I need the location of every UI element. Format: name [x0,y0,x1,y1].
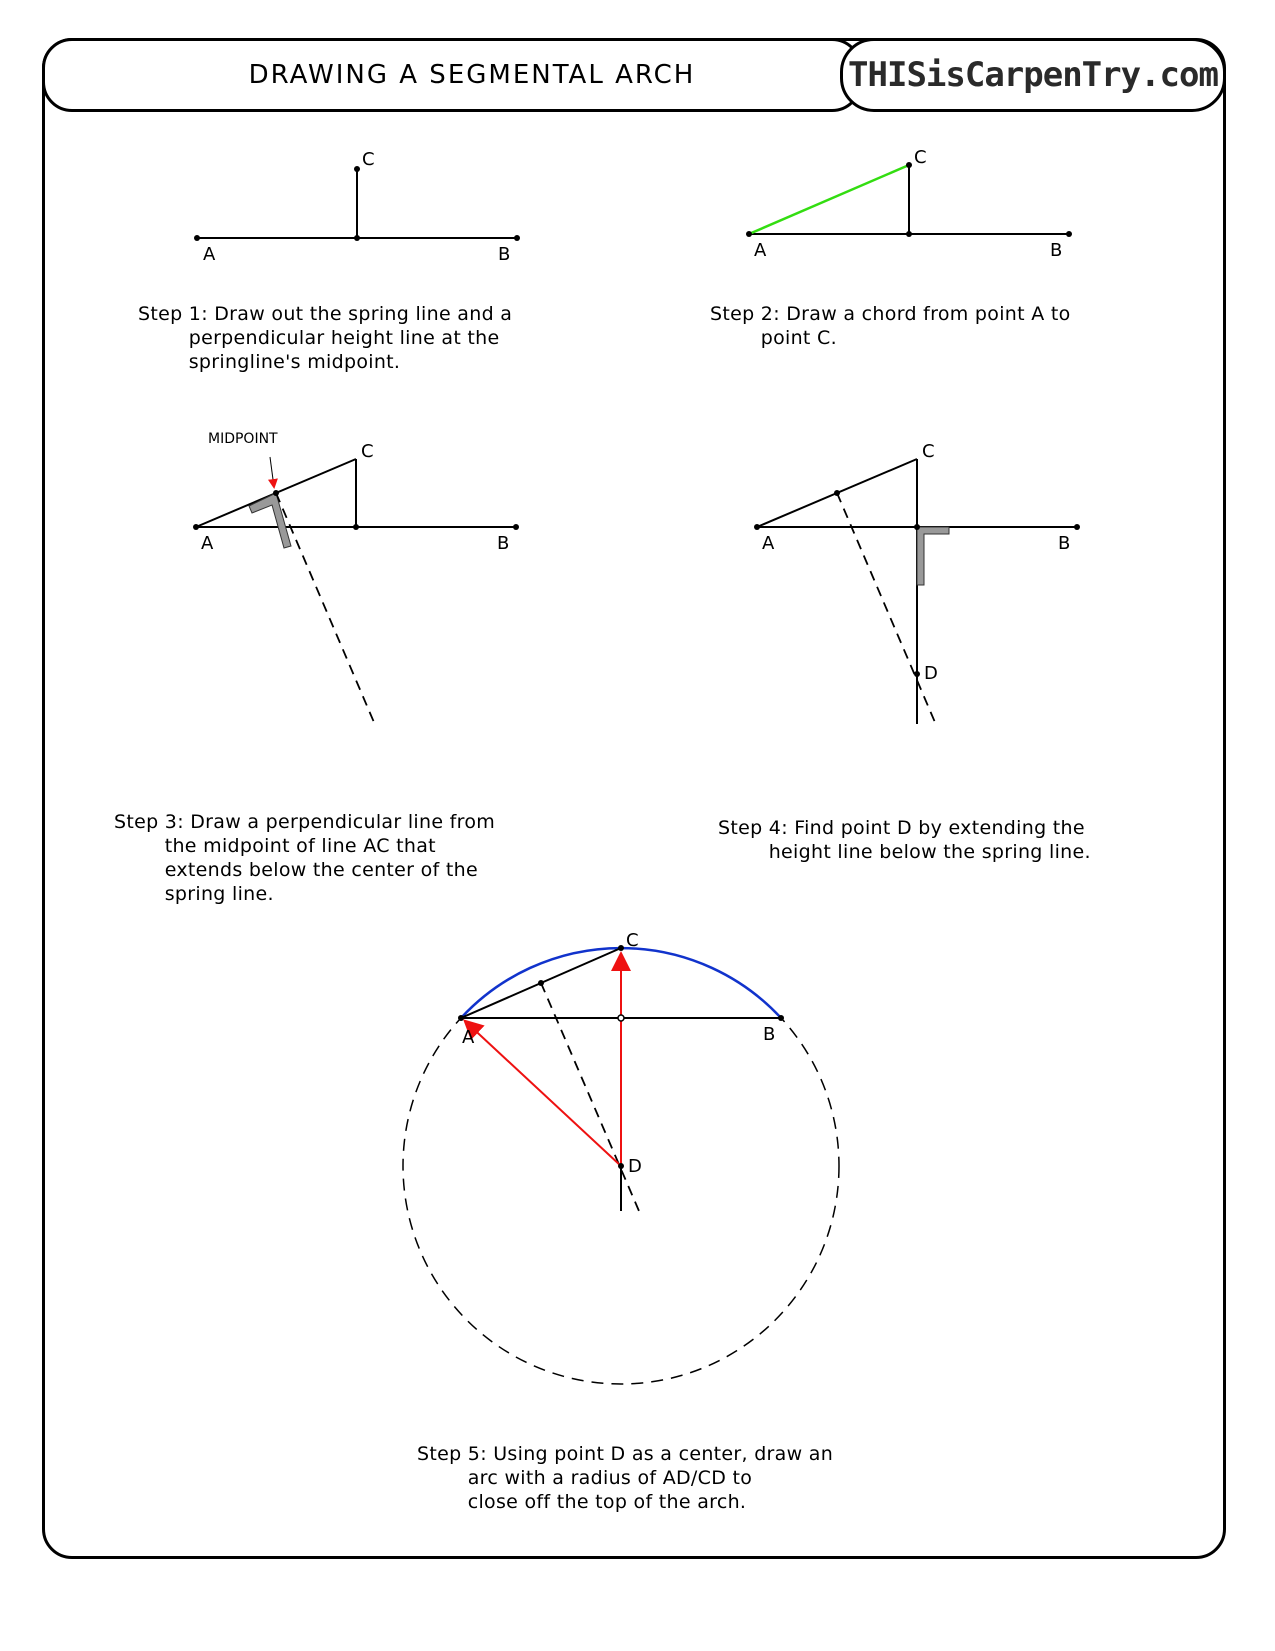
center-dot [914,524,920,530]
label-a: A [462,1027,475,1048]
label-c: C [922,441,935,462]
label-d: D [924,663,938,684]
label-b: B [498,244,511,265]
step2-figure [746,147,1072,261]
step1-figure [194,149,520,265]
center-dot [618,1015,624,1021]
point-a-dot [746,231,752,237]
step3-figure [193,431,519,727]
label-c: C [626,930,639,951]
label-b: B [497,533,510,554]
point-c-dot [618,945,624,951]
point-b-dot [514,235,520,241]
step2-text: Step 2: Draw a chord from point A to point C. [710,303,1071,349]
framing-square [917,527,949,585]
point-c-dot [354,166,360,172]
perpendicular-dashed-line [276,493,376,727]
point-b-dot [1066,231,1072,237]
point-b-dot [513,524,519,530]
page-title: DRAWING A SEGMENTAL ARCH [248,60,696,90]
midpoint-dot [906,231,912,237]
center-dot [353,524,359,530]
midpoint-ac-dot [538,980,544,986]
point-b-dot [778,1015,784,1021]
step5-text: Step 5: Using point D as a center, draw an arc with a radius of AD/CD to close off the top of the arch. [417,1443,834,1513]
label-c: C [361,441,374,462]
label-b: B [1050,240,1063,261]
label-midpoint: MIDPOINT [208,431,278,447]
midpoint-ac-dot [273,490,279,496]
label-c: C [362,149,375,170]
site-logo: THISisCarpenTry.com [848,55,1218,95]
radius-ad-arrow [466,1022,621,1166]
chord-ac [749,165,909,234]
label-d: D [628,1156,642,1177]
point-a-dot [193,524,199,530]
point-c-dot [906,162,912,168]
label-b: B [763,1024,776,1045]
step4-figure [754,441,1080,727]
point-b-dot [1074,524,1080,530]
step3-text: Step 3: Draw a perpendicular line from the midpoint of line AC that extends below the center of the spring line. [114,811,496,905]
point-a-dot [194,235,200,241]
step1-text: Step 1: Draw out the spring line and a perpendicular height line at the springline's midpoint. [138,303,513,373]
midpoint-ac-dot [834,490,840,496]
label-c: C [914,147,927,168]
step5-figure [403,930,839,1384]
midpoint-dot [354,235,360,241]
point-d-dot [914,671,920,677]
label-a: A [762,533,775,554]
point-a-dot [754,524,760,530]
label-a: A [754,240,767,261]
label-a: A [203,244,216,265]
point-d-dot [618,1163,624,1169]
label-b: B [1058,533,1071,554]
step4-text: Step 4: Find point D by extending the height line below the spring line. [718,817,1091,863]
label-a: A [201,533,214,554]
midpoint-arrow [270,457,274,487]
point-a-dot [458,1015,464,1021]
